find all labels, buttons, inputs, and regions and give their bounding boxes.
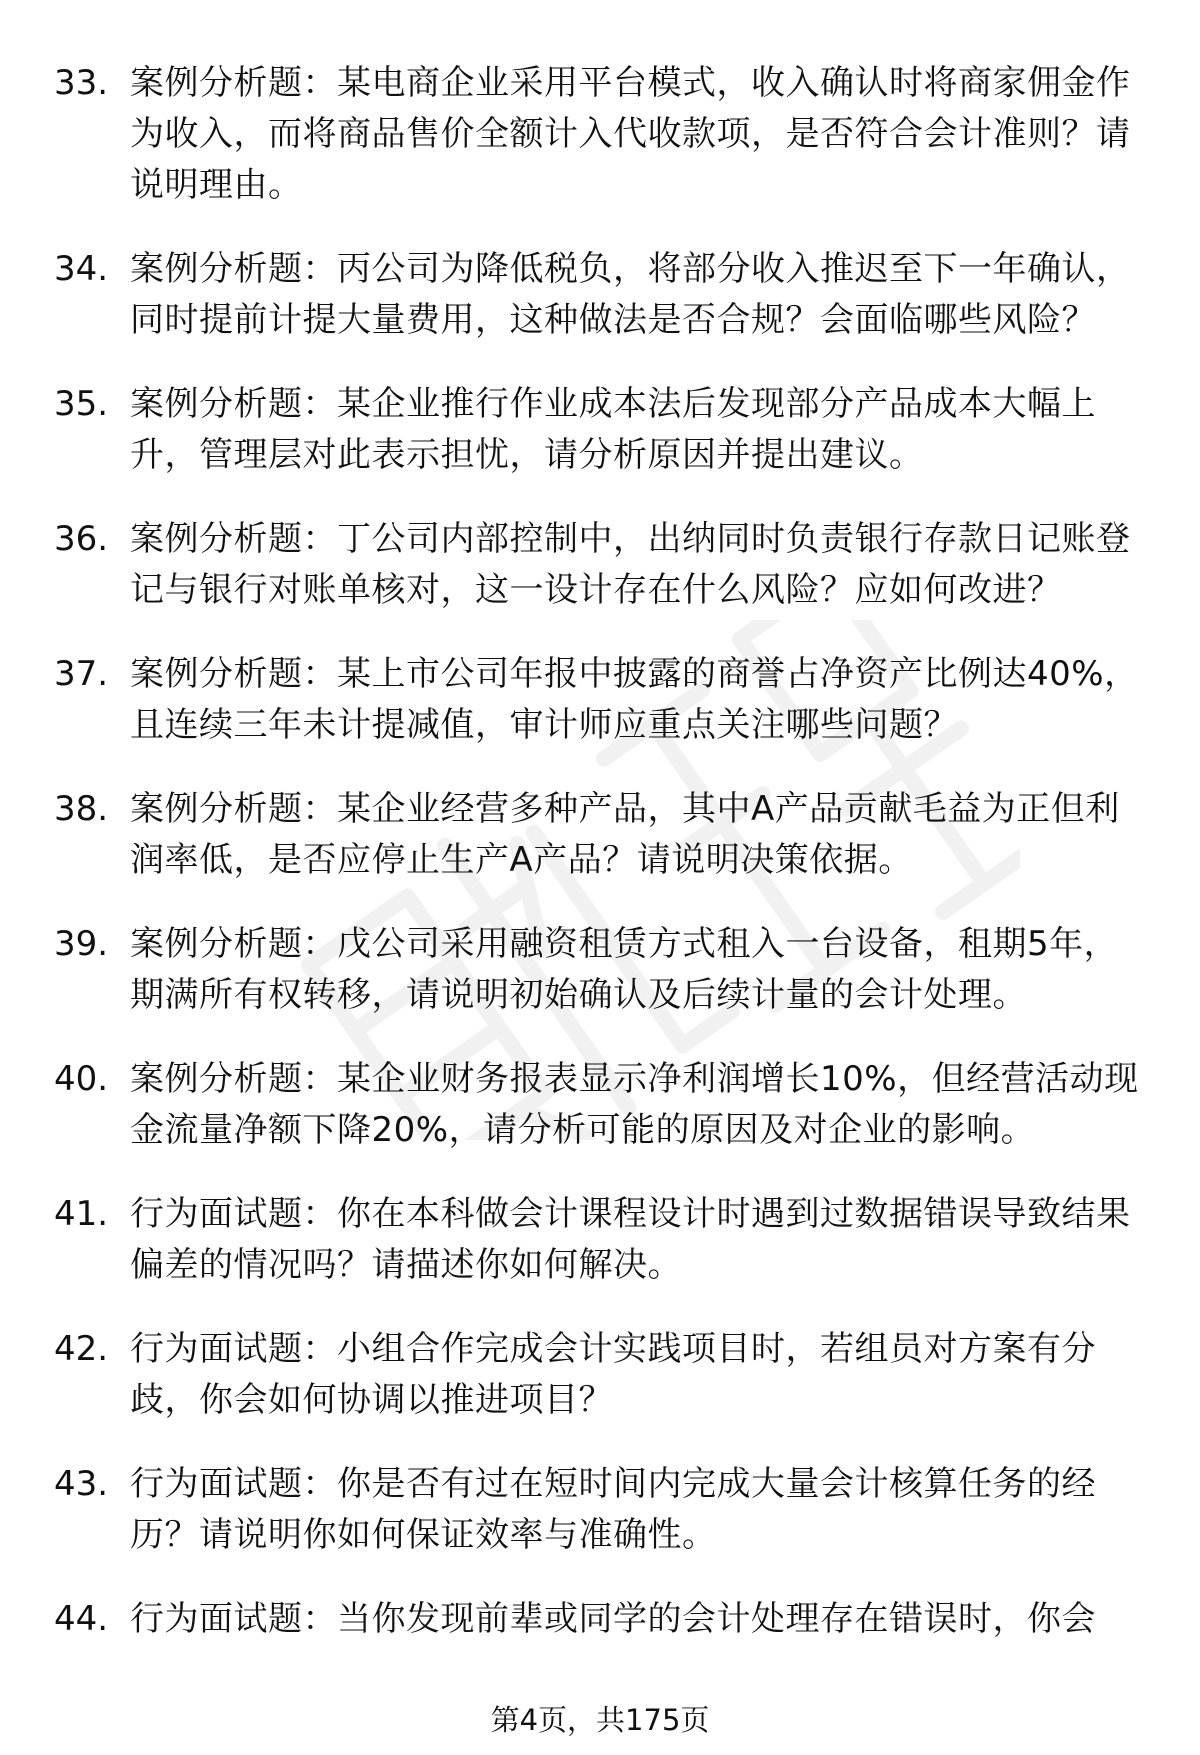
question-number: 38. [54,789,109,829]
question-list [0,58,1200,1678]
question-text: 行为面试题：当你发现前辈或同学的会计处理存在错误时，你会 [130,1599,1096,1639]
page-footer: 第4页，共175页 [490,1703,710,1737]
question-item [0,1189,1200,1291]
question-item [0,1459,1200,1561]
question-item [0,1594,1200,1645]
question-number: 36. [54,519,109,559]
question-number: 34. [54,249,109,289]
question-item [0,244,1200,346]
question-item [0,784,1200,886]
question-item [0,514,1200,616]
question-number: 40. [54,1059,109,1099]
question-number: 41. [54,1194,109,1234]
question-number: 33. [54,63,109,103]
question-text: 案例分析题：某企业经营多种产品，其中A产品贡献毛益为正但利润率低，是否应停止生产A产品？请说明决策依据。 [130,789,1120,880]
question-text: 案例分析题：某电商企业采用平台模式，收入确认时将商家佣金作为收入，而将商品售价全额计入代收款项，是否符合会计准则？请说明理由。 [130,63,1131,205]
question-text: 案例分析题：某企业财务报表显示净利润增长10%，但经营活动现金流量净额下降20%，请分析可能的原因及对企业的影响。 [130,1059,1139,1150]
question-text: 案例分析题：戊公司采用融资租赁方式租入一台设备，租期5年，期满所有权转移，请说明初始确认及后续计量的会计处理。 [130,924,1119,1015]
question-item [0,379,1200,481]
question-number: 35. [54,384,109,424]
question-number: 39. [54,924,109,964]
question-item [0,919,1200,1021]
question-text: 行为面试题：你在本科做会计课程设计时遇到过数据错误导致结果偏差的情况吗？请描述你如何解决。 [130,1194,1131,1285]
question-text: 案例分析题：某上市公司年报中披露的商誉占净资产比例达40%，且连续三年未计提减值，审计师应重点关注哪些问题？ [130,654,1139,745]
question-item [0,58,1200,211]
question-number: 42. [54,1329,109,1369]
question-text: 行为面试题：小组合作完成会计实践项目时，若组员对方案有分歧，你会如何协调以推进项目？ [130,1329,1096,1420]
question-number: 44. [54,1599,109,1639]
question-item [0,1324,1200,1426]
question-item [0,649,1200,751]
question-text: 案例分析题：某企业推行作业成本法后发现部分产品成本大幅上升，管理层对此表示担忧，请分析原因并提出建议。 [130,384,1096,475]
question-text: 案例分析题：丙公司为降低税负，将部分收入推迟至下一年确认，同时提前计提大量费用，这种做法是否合规？会面临哪些风险？ [130,249,1131,340]
question-text: 行为面试题：你是否有过在短时间内完成大量会计核算任务的经历？请说明你如何保证效率与准确性。 [130,1464,1096,1555]
question-number: 37. [54,654,109,694]
question-text: 案例分析题：丁公司内部控制中，出纳同时负责银行存款日记账登记与银行对账单核对，这一设计存在什么风险？应如何改进？ [130,519,1131,610]
question-item [0,1054,1200,1156]
question-number: 43. [54,1464,109,1504]
